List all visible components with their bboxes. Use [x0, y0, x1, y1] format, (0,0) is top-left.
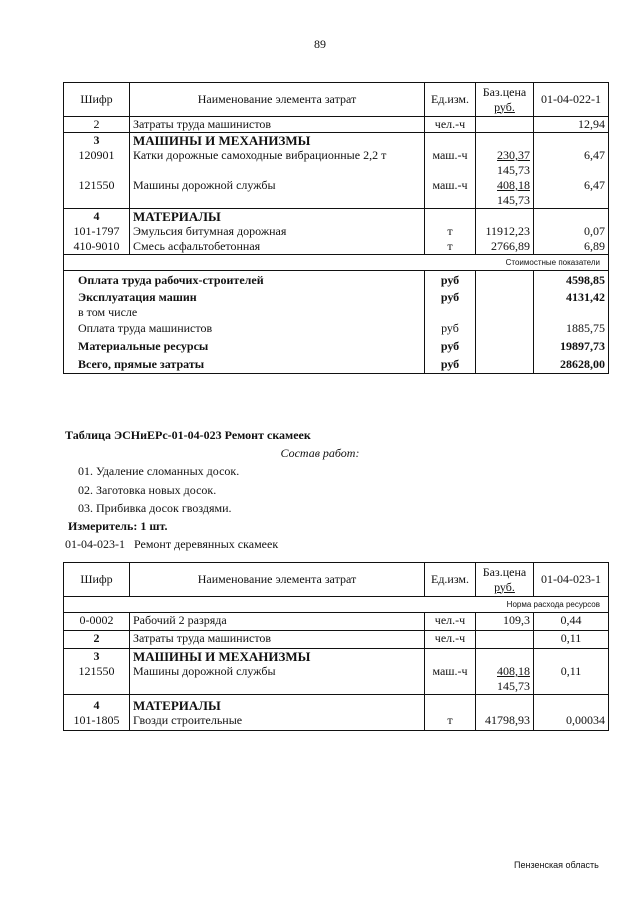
resource-table-1: [63, 82, 609, 374]
meter: Измеритель: 1 шт.: [68, 519, 168, 533]
cost-row: в том числе: [64, 305, 609, 320]
cost-row: Оплата труда машинистов руб 1885,75: [64, 320, 609, 338]
table-row: 120901 Катки дорожные самоходные вибрационные 2,2 т маш.-ч 230,37 145,73 6,47: [64, 148, 609, 178]
work-item: 02. Заготовка новых досок.: [78, 483, 217, 497]
table-row: 121550 Машины дорожной службы маш.-ч 408,18 145,73 6,47: [64, 178, 609, 209]
cost-row: Эксплуатация машин руб 4131,42: [64, 290, 609, 305]
base-price: 408,18 145,73: [476, 664, 534, 695]
header-unit: Ед.изм.: [425, 83, 476, 117]
cost-row: Всего, прямые затраты руб 28628,00: [64, 356, 609, 374]
table-row: 101-1797 Эмульсия битумная дорожная т 11912,23 0,07: [64, 224, 609, 239]
work-item: 01. Удаление сломанных досок.: [78, 464, 240, 478]
header-name: Наименование элемента затрат: [130, 83, 425, 117]
table-row: 101-1805 Гвозди строительные т 41798,93 0,00034: [64, 713, 609, 731]
header-code: Шифр: [64, 563, 130, 597]
cost-label-row: [64, 255, 609, 271]
table-title: Таблица ЭСНиЕРс-01-04-023 Ремонт скамеек: [65, 428, 311, 442]
base-price: 230,37 145,73: [476, 148, 534, 178]
base-price: 408,18 145,73: [476, 178, 534, 209]
works-title: Состав работ:: [280, 446, 360, 460]
footer-region: Пензенская область: [514, 860, 599, 870]
norm-label-row: [64, 597, 609, 613]
work-item: 03. Прибивка досок гвоздями.: [78, 501, 232, 515]
header-norm: 01-04-022-1: [534, 83, 609, 117]
section-row: 3 МАШИНЫ И МЕХАНИЗМЫ: [64, 133, 609, 149]
table-row: 121550 Машины дорожной службы маш.-ч 408,18 145,73 0,11: [64, 664, 609, 695]
table-row: 2 Затраты труда машинистов чел.-ч 0,11: [64, 631, 609, 649]
table-header: [64, 83, 609, 117]
section-row: 4 МАТЕРИАЛЫ: [64, 209, 609, 225]
resource-table-2: [63, 562, 609, 731]
header-code: Шифр: [64, 83, 130, 117]
cost-label: Стоимостные показатели: [64, 255, 609, 271]
variant-title: 01-04-023-1 Ремонт деревянных скамеек: [65, 537, 279, 551]
table-row: 2 Затраты труда машинистов чел.-ч 12,94: [64, 117, 609, 133]
page-number: 89: [314, 37, 326, 51]
header-norm: 01-04-023-1: [534, 563, 609, 597]
header-price: Баз.цена руб.: [476, 563, 534, 597]
cost-row: Оплата труда рабочих-строителей руб 4598,85: [64, 271, 609, 290]
table-header: [64, 563, 609, 597]
header-name: Наименование элемента затрат: [130, 563, 425, 597]
section-row: 4 МАТЕРИАЛЫ: [64, 695, 609, 713]
cost-row: Материальные ресурсы руб 19897,73: [64, 338, 609, 356]
table-row: 0-0002 Рабочий 2 разряда чел.-ч 109,3 0,44: [64, 613, 609, 631]
section-row: 3 МАШИНЫ И МЕХАНИЗМЫ: [64, 649, 609, 665]
header-price: Баз.цена руб.: [476, 83, 534, 117]
table-row: 410-9010 Смесь асфальтобетонная т 2766,89 6,89: [64, 239, 609, 255]
header-unit: Ед.изм.: [425, 563, 476, 597]
norm-label: Норма расхода ресурсов: [64, 597, 609, 613]
